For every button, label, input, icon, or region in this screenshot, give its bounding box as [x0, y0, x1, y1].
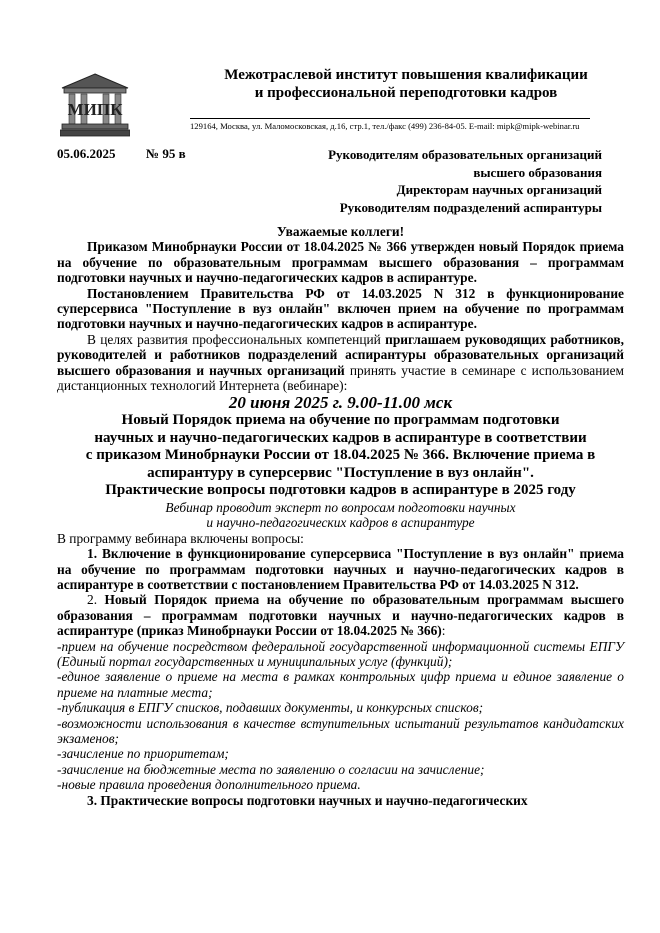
title-line: аспирантуру в суперсервис "Поступление в вуз онлайн". [147, 464, 534, 481]
program-item-2 [57, 592, 624, 638]
logo-text: МИПК [67, 100, 123, 119]
expert-line: Вебинар проводит эксперт по вопросам подготовки научных [165, 499, 516, 515]
letter-body [57, 224, 624, 808]
recipients-block [328, 146, 602, 216]
item-2-colon: : [441, 623, 446, 639]
bullet-item: -возможности использования в качестве вступительных испытаний результатов кандидатских экзаменов; [57, 715, 624, 747]
organization-name [196, 66, 616, 102]
institute-logo [60, 72, 130, 138]
bullet-item: -публикация в ЕПГУ списков, подавших документы, и конкурсных списков; [57, 700, 484, 716]
org-line-1: Межотраслевой институт повышения квалификации [224, 67, 588, 83]
greeting: Уважаемые коллеги! [276, 224, 405, 239]
item-2-number: 2. [87, 592, 105, 608]
recipient-line: Руководителям образовательных организаций [328, 147, 602, 162]
paragraph-order-366: Приказом Минобрнауки России от 18.04.2025 № 366 утвержден новый Порядок приема на обучение по образовательным программам высшего образования – программам подготовки научных и научно-педагогических кадров в аспирантуре. [57, 239, 624, 286]
expert-line: и научно-педагогических кадров в аспирантуре [206, 515, 475, 531]
letter-number: № 95 в [146, 146, 186, 161]
title-line: Новый Порядок приема на обучение по программам подготовки [121, 412, 560, 429]
title-line: Практические вопросы подготовки кадров в аспирантуре в 2025 году [105, 482, 576, 499]
title-line: с приказом Минобрнауки России от 18.04.2025 № 366. Включение приема в [85, 447, 596, 464]
recipient-line: высшего образования [473, 164, 602, 180]
paragraph-invitation [57, 332, 624, 394]
program-item-3: 3. Практические вопросы подготовки научных и научно-педагогических [87, 792, 528, 808]
invitation-audience: приглашаем руководящих работников, руководителей и работников подразделений аспирантуры образовательных организаций высшего образования и научных организаций [57, 331, 624, 378]
recipient-line: Директорам научных организаций [396, 182, 602, 197]
header-divider [190, 118, 590, 119]
webinar-title [57, 412, 624, 500]
bullet-item: -единое заявление о приеме на места в рамках контрольных цифр приема и единое заявление о приеме на платные места; [57, 669, 624, 700]
bullet-item: -прием на обучение посредством федеральной государственной информационной системы ЕПГУ (Единый портал государственных и муниципальных услуг (функций); [57, 638, 624, 670]
letter-date: 05.06.2025 [57, 146, 116, 161]
bullet-item: -зачисление по приоритетам; [57, 746, 229, 762]
paragraph-resolution-312: Постановлением Правительства РФ от 14.03.2025 N 312 в функционирование суперсервиса "Поступление в вуз онлайн" включен прием на обучение по программам подготовки научных и научно-педагогических кадров в аспирантуре. [57, 285, 624, 332]
bullet-item: -зачисление на бюджетные места по заявлению о согласии на зачисление; [57, 761, 485, 777]
expert-note [57, 500, 624, 531]
invitation-intro: В целях развития профессиональных компетенций [87, 331, 386, 347]
event-date: 20 июня 2025 г. 9.00-11.00 мск [228, 393, 453, 413]
organization-address: 129164, Москва, ул. Маломосковская, д.16, стр.1, тел./факс (499) 236-84-05. E-mail: mipk@mipk-webinar.ru [190, 121, 580, 131]
org-line-2: и профессиональной переподготовки кадров [254, 85, 558, 101]
program-intro: В программу вебинара включены вопросы: [57, 530, 304, 546]
item-2-text: Новый Порядок приема на обучение по образовательным программам высшего образования – программам подготовки научных и научно-педагогических кадров в аспирантуре (приказ Минобрнауки России от 18.04.2025 № 366) [57, 592, 625, 639]
recipient-line: Руководителям подразделений аспирантуры [339, 199, 602, 215]
invitation-tail: принять участие в семинаре с использованием дистанционных технологий Интернета (вебинаре): [57, 362, 624, 394]
bullet-item: -новые правила проведения дополнительного приема. [57, 777, 361, 793]
program-item-1: 1. Включение в функционирование суперсервиса "Поступление в вуз онлайн" приема на обучение по программам подготовки научных и научно-педагогических кадров в аспирантуре в соответствии с постановлением Правительства РФ от 14.03.2025 N 312. [57, 546, 624, 592]
title-line: научных и научно-педагогических кадров в аспирантуре в соответствии [94, 429, 587, 446]
